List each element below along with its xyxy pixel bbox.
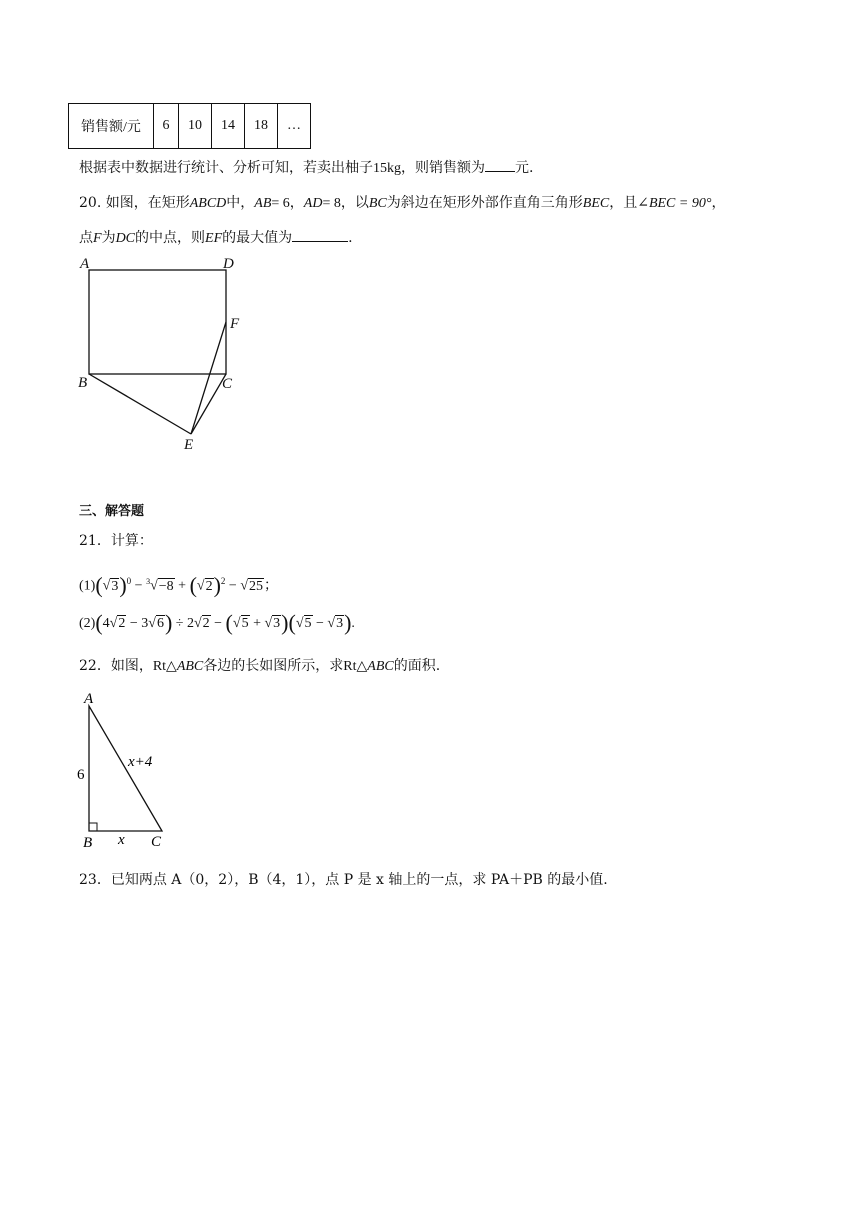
answer-blank (485, 171, 515, 172)
radicand: 5 (241, 616, 249, 631)
label-c: C (222, 376, 233, 392)
answer-blank (292, 241, 348, 242)
table-row (69, 104, 311, 149)
coefficient: 3 (141, 616, 149, 631)
label-e: E (184, 437, 194, 453)
question-number: 20. (79, 195, 102, 211)
radicand: 25 (249, 578, 264, 594)
q21-part-2: (2)(4√2 − 3√6) ÷ 2√2 − (√5 + √3)(√5 − √3). (79, 610, 355, 635)
q20-text: ， (711, 195, 726, 211)
segment-ce (191, 374, 226, 434)
math-rect: ABCD (189, 196, 227, 211)
math-bec: BEC (582, 196, 610, 211)
table-header-cell: 销售额/元 (69, 104, 154, 149)
part-number: (1) (79, 578, 96, 594)
q20-text: ， (289, 195, 304, 211)
radicand: 5 (304, 616, 312, 631)
exponent: 2 (220, 576, 226, 586)
segment-be (89, 374, 191, 434)
table-cell: 10 (179, 104, 212, 149)
q19-text-before: 根据表中数据进行统计、分析可知，若卖出柚子 (79, 160, 373, 176)
figure-q20 (70, 250, 270, 460)
radicand: −8 (158, 578, 174, 594)
math-abc: ABC (367, 659, 394, 674)
sales-table (68, 103, 311, 149)
right-angle-mark (89, 823, 97, 831)
q20-text: 的最大值为 (222, 230, 293, 246)
rectangle-abcd (89, 270, 226, 374)
label-d: D (223, 256, 234, 272)
math-bc: BC (368, 196, 387, 211)
q20-text: ，且 (609, 195, 638, 211)
q19-unit: 元. (515, 160, 534, 176)
math-ad-value: = 8 (322, 196, 341, 211)
math-angle: ∠BEC = 90° (637, 196, 712, 211)
q23-text: 23．已知两点 A（0，2），B（4，1），点 P 是 x 轴上的一点，求 PA＋PB 的最小值. (79, 872, 608, 888)
math-rt: Rt△ (343, 659, 368, 674)
math-f: F (93, 231, 102, 246)
q22-text (79, 656, 440, 677)
q22-part: 22．如图， (79, 658, 153, 674)
q20-line-1 (79, 193, 725, 214)
punct: . (351, 616, 355, 631)
q20-text: 中， (226, 195, 255, 211)
coefficient: 4 (102, 616, 110, 631)
math-ef: EF (205, 231, 223, 246)
math-abc: ABC (176, 659, 204, 674)
math-ab-value: = 6 (271, 196, 290, 211)
radicand: 3 (273, 616, 281, 631)
q21-title: 21．计算： (79, 533, 153, 549)
label-c: C (151, 834, 162, 850)
math-rt: Rt△ (152, 659, 177, 674)
q20-text: 为斜边在矩形外部作直角三角形 (386, 195, 583, 211)
q20-line-2 (79, 228, 353, 249)
q20-text: 如图，在矩形 (105, 195, 190, 211)
q20-text: 的中点，则 (135, 230, 206, 246)
q20-text: . (348, 230, 353, 246)
q20-text: 点 (79, 230, 93, 246)
label-a: A (80, 256, 90, 272)
label-hypotenuse: x+4 (128, 754, 153, 770)
q21-part-1: $(1)(√3)^0 - ^3√-8 + (√2)^2 - √25$； (79, 572, 279, 598)
q22-part: 的面积. (393, 658, 441, 674)
radicand: 6 (156, 616, 164, 631)
part-number: (2) (79, 616, 96, 631)
table-cell: 14 (212, 104, 245, 149)
q20-text: ，以 (340, 195, 369, 211)
label-f: F (230, 316, 240, 332)
q19-amount: 15kg (373, 161, 401, 176)
radicand: 2 (118, 616, 126, 631)
math-ad: AD (303, 196, 323, 211)
table-cell: 18 (245, 104, 278, 149)
q22-part: 各边的长如图所示，求 (203, 658, 344, 674)
radicand: 3 (336, 616, 344, 631)
exponent: 0 (126, 576, 132, 586)
label-b: B (78, 375, 88, 391)
punct: ； (264, 578, 279, 594)
root-index: 3 (146, 577, 151, 586)
q19-tail-line (79, 158, 533, 179)
figure-q22 (72, 686, 182, 856)
table-cell: 6 (154, 104, 179, 149)
q20-text: 为 (101, 230, 116, 246)
divide-term: ÷ 2 (175, 616, 194, 631)
label-side-bc: x (118, 832, 125, 848)
table-cell: … (278, 104, 311, 149)
label-b: B (83, 835, 93, 851)
math-dc: DC (115, 231, 136, 246)
section-title: 三、解答题 (79, 504, 145, 519)
label-side-ab: 6 (77, 767, 85, 783)
radicand: 2 (202, 616, 210, 631)
label-a: A (84, 691, 94, 707)
segment-ef (191, 322, 226, 434)
q19-text-after: ，则销售额为 (401, 160, 485, 176)
math-ab: AB (254, 196, 272, 211)
